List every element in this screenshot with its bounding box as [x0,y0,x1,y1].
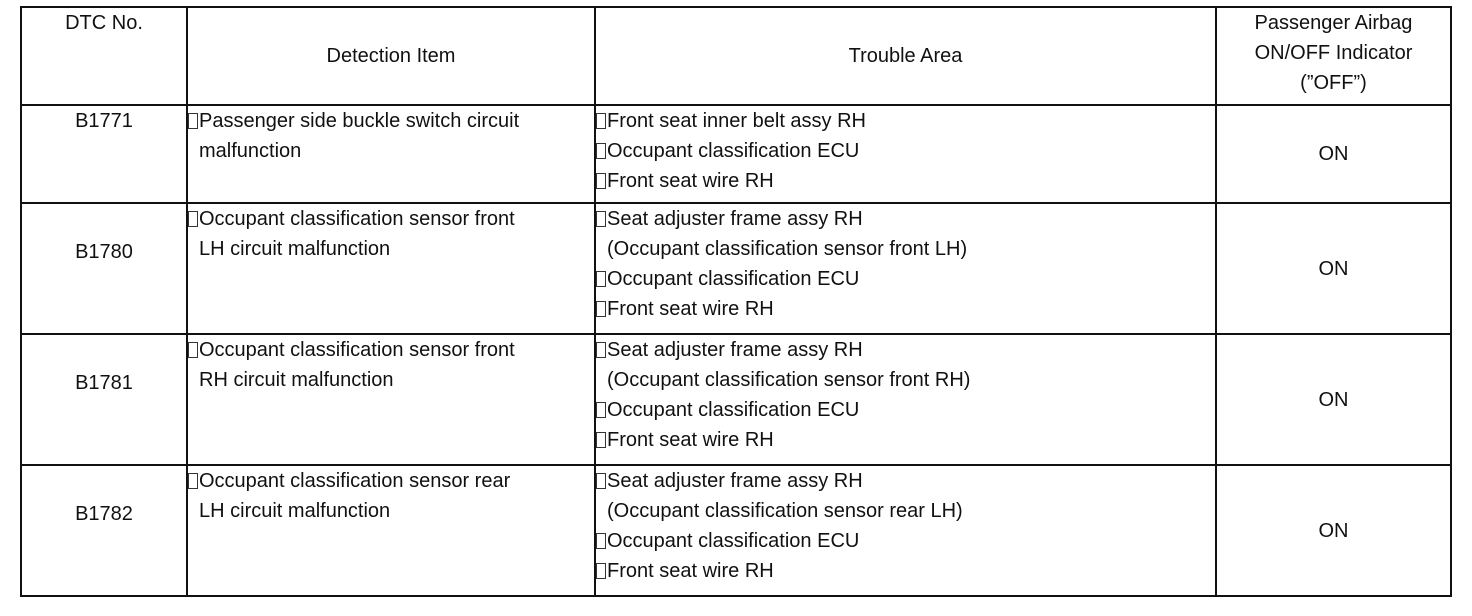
trouble-line [596,526,1215,556]
indicator-status: ON [1216,334,1451,465]
trouble-line [596,556,1215,586]
detection-text: Passenger side buckle switch circuit [199,110,520,132]
header-dtc-no: DTC No. [21,7,187,105]
trouble-area [595,465,1216,596]
header-detection-item: Detection Item [187,7,595,105]
checkbox-square-icon [596,473,606,489]
trouble-text: Seat adjuster frame assy RH [607,470,863,492]
trouble-area [595,334,1216,465]
trouble-text: Occupant classification ECU [607,530,860,552]
detection-text: Occupant classification sensor front [199,339,515,361]
trouble-line [596,136,1215,166]
detection-line: malfunction [199,140,302,162]
detection-item [187,203,595,334]
checkbox-square-icon [596,563,606,579]
trouble-line [596,294,1215,324]
checkbox-square-icon [188,473,198,489]
trouble-line [596,335,1215,365]
trouble-line [596,106,1215,136]
table-row [21,334,1451,465]
trouble-line [596,395,1215,425]
trouble-text: Occupant classification ECU [607,140,860,162]
checkbox-square-icon [596,533,606,549]
table-row [21,203,1451,334]
trouble-text: Front seat wire RH [607,298,774,320]
dtc-code: B1782 [21,465,187,596]
header-indicator-line: Passenger Airbag [1254,12,1413,34]
trouble-text: Front seat wire RH [607,429,774,451]
trouble-text: Seat adjuster frame assy RH [607,339,863,361]
trouble-line [596,425,1215,455]
detection-line [188,466,594,496]
checkbox-square-icon [596,301,606,317]
checkbox-square-icon [596,342,606,358]
dtc-table [20,6,1452,597]
detection-line: LH circuit malfunction [199,500,391,522]
checkbox-square-icon [596,402,606,418]
detection-text: Occupant classification sensor front [199,208,515,230]
detection-line [188,335,594,365]
checkbox-square-icon [596,211,606,227]
detection-item [187,334,595,465]
header-indicator-line: ON/OFF Indicator [1254,42,1413,64]
trouble-text: Front seat wire RH [607,170,774,192]
trouble-line: (Occupant classification sensor front LH) [607,238,968,260]
trouble-line [596,204,1215,234]
indicator-status: ON [1216,105,1451,203]
table-header-row [21,7,1451,105]
header-indicator [1216,7,1451,105]
header-indicator-line: (”OFF”) [1300,72,1367,94]
trouble-line [596,466,1215,496]
checkbox-square-icon [596,432,606,448]
trouble-line [596,264,1215,294]
indicator-status: ON [1216,203,1451,334]
dtc-code: B1771 [21,105,187,203]
table-row [21,465,1451,596]
table-row [21,105,1451,203]
trouble-text: Occupant classification ECU [607,268,860,290]
checkbox-square-icon [596,113,606,129]
checkbox-square-icon [596,143,606,159]
trouble-text: Seat adjuster frame assy RH [607,208,863,230]
detection-text: Occupant classification sensor rear [199,470,511,492]
trouble-line [596,166,1215,196]
checkbox-square-icon [188,113,198,129]
checkbox-square-icon [188,211,198,227]
trouble-line: (Occupant classification sensor front RH) [607,369,971,391]
trouble-text: Front seat wire RH [607,560,774,582]
detection-item [187,465,595,596]
trouble-text: Front seat inner belt assy RH [607,110,866,132]
detection-item [187,105,595,203]
trouble-line: (Occupant classification sensor rear LH) [607,500,963,522]
detection-line: RH circuit malfunction [199,369,394,391]
dtc-code: B1781 [21,334,187,465]
header-trouble-area: Trouble Area [595,7,1216,105]
detection-line [188,106,594,136]
checkbox-square-icon [596,271,606,287]
detection-line: LH circuit malfunction [199,238,391,260]
checkbox-square-icon [188,342,198,358]
detection-line [188,204,594,234]
dtc-code: B1780 [21,203,187,334]
checkbox-square-icon [596,173,606,189]
trouble-area [595,203,1216,334]
indicator-status: ON [1216,465,1451,596]
trouble-text: Occupant classification ECU [607,399,860,421]
trouble-area [595,105,1216,203]
